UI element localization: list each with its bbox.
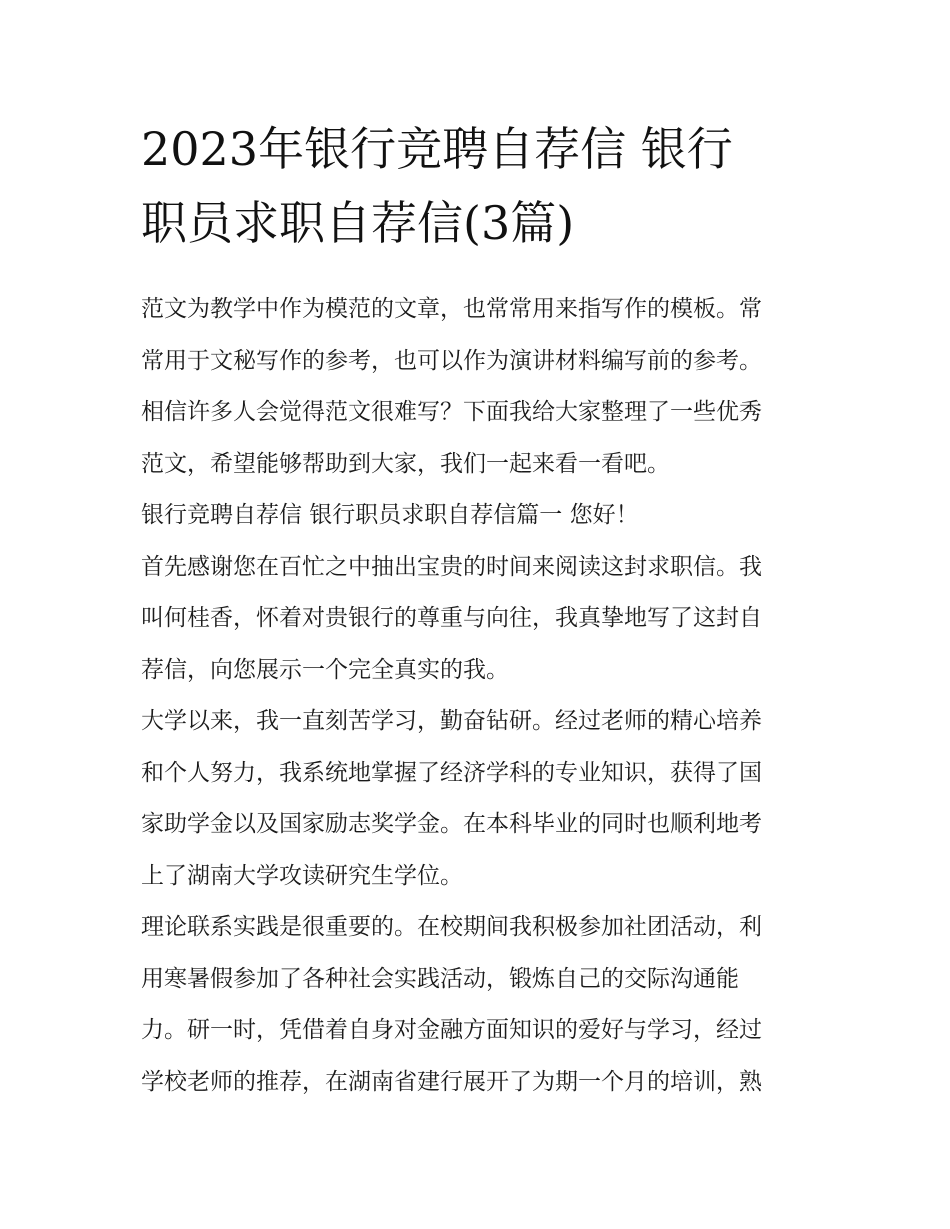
text-line: 力。研一时，凭借着自身对金融方面知识的爱好与学习，经过 — [141, 1017, 762, 1043]
text-line: 用寒暑假参加了各种社会实践活动，锻炼自己的交际沟通能 — [141, 965, 739, 992]
text-line: 理论联系实践是很重要的。在校期间我积极参加社团活动，利 — [141, 914, 762, 940]
document-body — [141, 284, 813, 1108]
text-line: 学校老师的推荐，在湖南省建行展开了为期一个月的培训，熟 — [141, 1068, 762, 1095]
title-line-1: 2023年银行竞聘自荐信 银行 — [141, 122, 733, 176]
text-line: 大学以来，我一直刻苦学习，勤奋钻研。经过老师的精心培养 — [141, 708, 762, 734]
paragraph-section-heading — [141, 490, 813, 542]
text-line: 首先感谢您在百忙之中抽出宝贵的时间来阅读这封求职信。我 — [141, 553, 762, 580]
text-line: 银行竞聘自荐信 银行职员求职自荐信篇一 您好！ — [141, 502, 639, 528]
text-line: 荐信，向您展示一个完全真实的我。 — [141, 656, 509, 683]
paragraph-intro — [141, 284, 813, 490]
text-line: 常用于文秘写作的参考，也可以作为演讲材料编写前的参考。 — [141, 347, 762, 374]
document-page — [141, 112, 813, 1108]
paragraph-practice — [141, 902, 813, 1108]
text-line: 范文为教学中作为模范的文章，也常常用来指写作的模板。常 — [141, 296, 762, 322]
title-line-2: 职员求职自荐信(3篇) — [141, 196, 575, 250]
text-line: 家助学金以及国家励志奖学金。在本科毕业的同时也顺利地考 — [141, 811, 762, 837]
document-title — [141, 112, 813, 260]
text-line: 和个人努力，我系统地掌握了经济学科的专业知识，获得了国 — [141, 759, 762, 786]
paragraph-greeting — [141, 542, 813, 697]
text-line: 上了湖南大学攻读研究生学位。 — [141, 862, 463, 889]
paragraph-education — [141, 696, 813, 902]
text-line: 范文，希望能够帮助到大家，我们一起来看一看吧。 — [141, 450, 670, 477]
text-line: 相信许多人会觉得范文很难写？下面我给大家整理了一些优秀 — [141, 399, 762, 425]
text-line: 叫何桂香，怀着对贵银行的尊重与向往，我真挚地写了这封自 — [141, 605, 762, 631]
